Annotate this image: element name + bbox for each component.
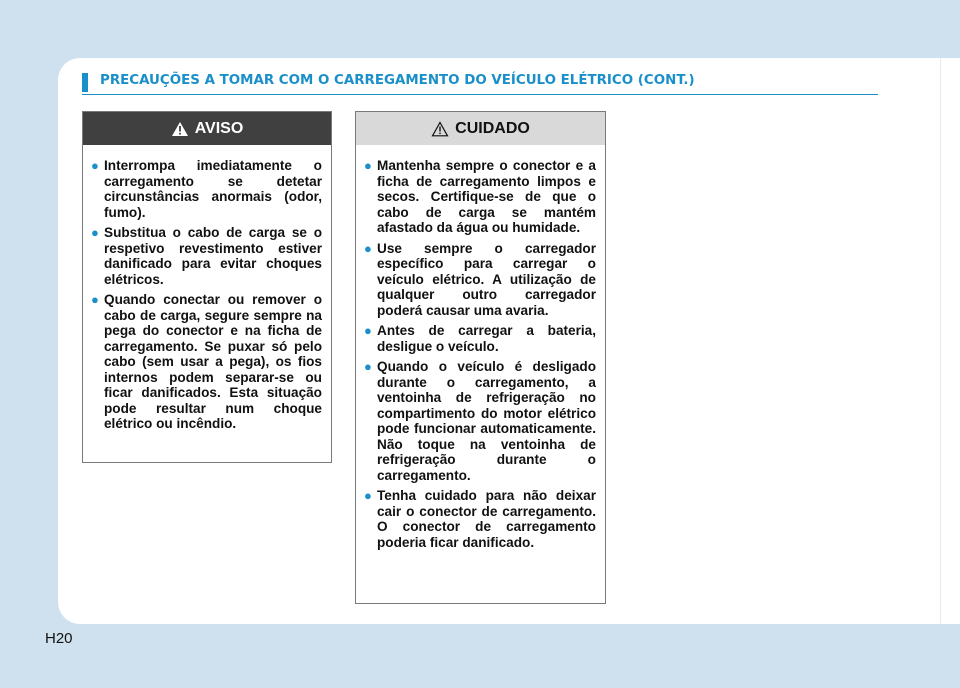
caution-triangle-icon [431,121,449,137]
aviso-box [82,111,332,463]
bullet-icon: ● [91,158,99,173]
warning-triangle-icon [171,121,189,137]
section-title: PRECAUÇÕES A TOMAR COM O CARREGAMENTO DO VEÍCULO ELÉTRICO (CONT.) [100,73,695,88]
aviso-list [83,145,331,432]
bullet-icon: ● [91,225,99,240]
cuidado-box [355,111,606,604]
list-item: ● Tenha cuidado para não deixar cair o conector de carregamento. O conector de carregamento poderia ficar danificado. [364,488,596,550]
bullet-icon: ● [364,158,372,173]
list-item: ● Substitua o cabo de carga se o respetivo revestimento estiver danificado para evitar choques elétricos. [91,225,322,287]
section-title-bar [82,72,878,95]
aviso-header [83,112,331,145]
bullet-icon: ● [364,488,372,503]
cuidado-list [356,145,605,550]
cuidado-heading: CUIDADO [455,119,530,137]
title-marker [82,73,88,92]
list-item: ● Antes de carregar a bateria, desligue o veículo. [364,323,596,354]
cuidado-header [356,112,605,145]
bullet-icon: ● [364,323,372,338]
bullet-icon: ● [91,292,99,307]
list-item: ● Quando conectar ou remover o cabo de carga, segure sempre na pega do conector e na ficha de carregamento. Se puxar só pelo cabo (sem usar a pega), os fios internos podem separar-se ou ficar danificados. Esta situação pode resultar num choque elétrico ou incêndio. [91,292,322,431]
aviso-heading: AVISO [194,119,244,137]
page-edge-line [940,58,941,624]
list-item: ● Interrompa imediatamente o carregamento se detetar circunstâncias anormais (odor, fumo). [91,158,322,220]
bullet-icon: ● [364,359,372,374]
list-item: ● Quando o veículo é desligado durante o carregamento, a ventoinha de refrigeração no compartimento do motor elétrico pode funcionar automaticamente. Não toque na ventoinha de refrigeração durante o carregamento. [364,359,596,483]
list-item: ● Mantenha sempre o conector e a ficha de carregamento limpos e secos. Certifique-se de que o cabo de carga se mantém afastado da água ou humidade. [364,158,596,235]
list-item: ● Use sempre o carregador específico para carregar o veículo elétrico. A utilização de qualquer outro carregador poderá causar uma avaria. [364,240,596,318]
page-number: H20 [45,630,73,647]
bullet-icon: ● [364,240,372,256]
